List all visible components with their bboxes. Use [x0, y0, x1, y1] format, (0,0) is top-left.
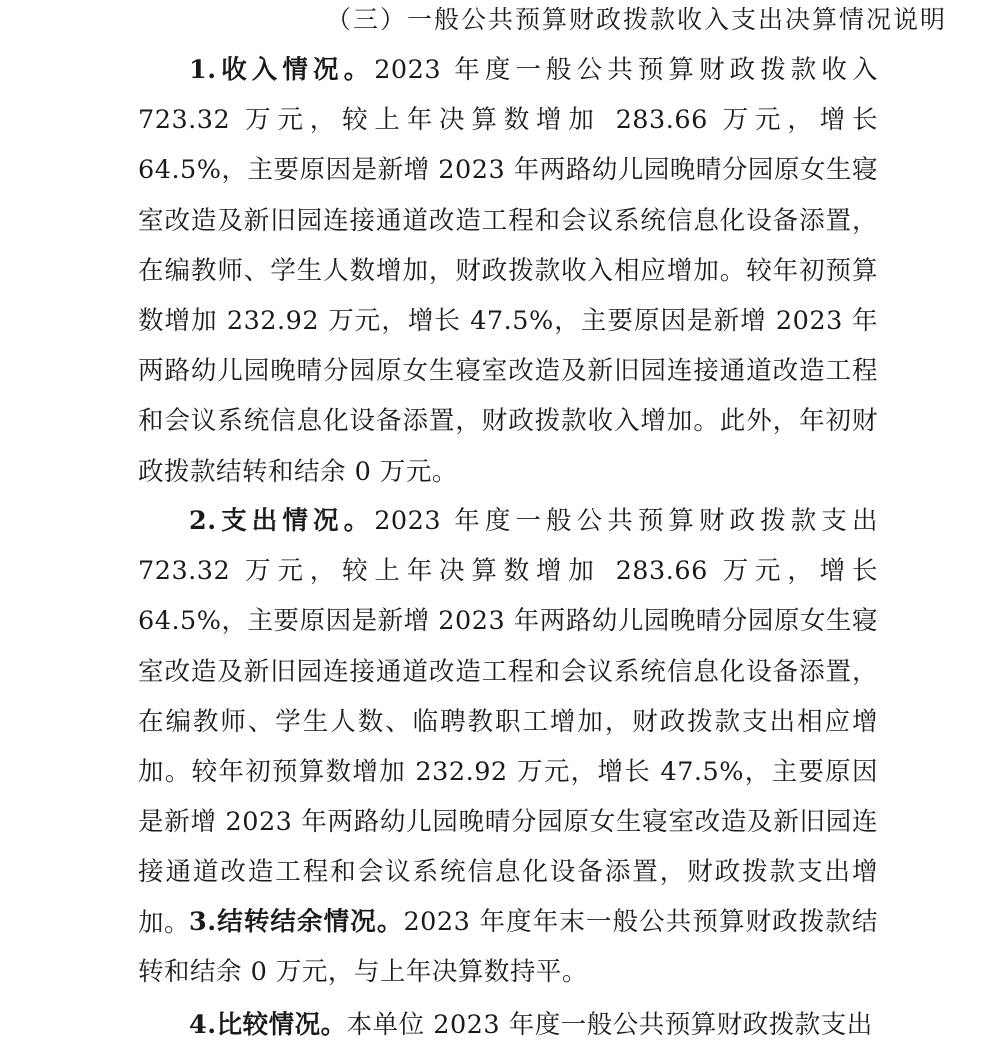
paragraph-lead: 1.收入情况。 [189, 55, 375, 85]
paragraph-body: 2023 年度一般公共预算财政拨款支出 723.32 万元，较上年决算数增加 283.66 万元，增长 64.5%，主要原因是新增 2023 年两路幼儿园晚晴分园原女生寝室改造及新旧园连接通道改造工程和会议系统信息化设备添置，在编教师、学生人数、临聘教职工增加，财政拨款支出相应增加。较年初预算数增加 232.92 万元，增长 47.5%，主要原因是新增 2023 年两路幼儿园晚晴分园原女生寝室改造及新旧园连接通道改造工程和会议系统信息化设备添置，财政拨款支出增加。 [138, 506, 878, 938]
paragraph-body: 本单位 2023 年度一般公共预算财政拨款支出 [346, 1010, 873, 1040]
paragraph-lead: 2.支出情况。 [189, 506, 375, 536]
section-heading: （三）一般公共预算财政拨款收入支出决算情况说明 [326, 5, 948, 34]
paragraph-income [138, 45, 878, 497]
paragraph-expenditure [138, 496, 878, 948]
paragraph-body: 2023 年度年末一般公共预算财政拨款结转和结余 0 万元，与上年决算数持平。 [138, 907, 878, 988]
paragraph-lead: 3.结转结余情况。 [189, 907, 404, 937]
paragraph-lead: 4.比较情况。 [189, 1010, 347, 1040]
paragraph-body: 2023 年度一般公共预算财政拨款收入 723.32 万元，较上年决算数增加 283.66 万元，增长 64.5%，主要原因是新增 2023 年两路幼儿园晚晴分园原女生寝室改造及新旧园连接通道改造工程和会议系统信息化设备添置，在编教师、学生人数增加，财政拨款收入相应增加。较年初预算数增加 232.92 万元，增长 47.5%，主要原因是新增 2023 年两路幼儿园晚晴分园原女生寝室改造及新旧园连接通道改造工程和会议系统信息化设备添置，财政拨款收入增加。此外，年初财政拨款结转和结余 0 万元。 [138, 55, 878, 487]
paragraph-carryover [138, 897, 878, 997]
